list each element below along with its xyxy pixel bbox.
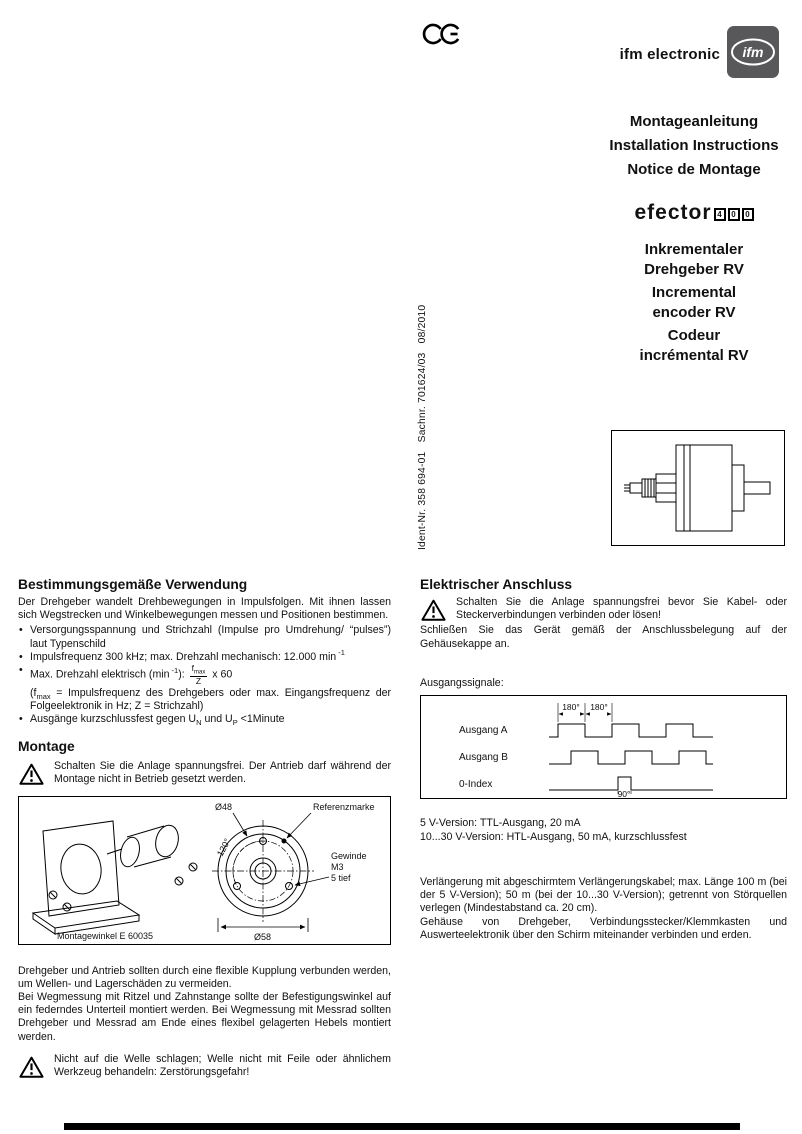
version-specs [420,816,787,844]
efector-logo-text: efector [634,201,712,224]
dia48-label: Ø48 [215,801,233,812]
ifm-logo-icon [727,26,779,78]
version-10-30v: 10...30 V-Version: HTL-Ausgang, 50 mA, kurzschlussfest [420,831,687,844]
warning-icon [18,762,45,786]
gewinde-depth-label: 5 tief [331,872,351,883]
electrical-heading: Elektrischer Anschluss [420,577,573,592]
warning-icon [420,598,447,622]
dia58-label: Ø58 [254,931,272,942]
electrical-warning [420,596,787,622]
waveform-dimension-marks [558,703,631,794]
montage-warning [18,760,391,786]
bullet-max-speed: • Max. Drehzahl elektrisch (min $^{-1}$): $\frac{f_{max}}{Z}$ x 60 ($f_{max}$ = Impulsfrequenz des Drehgebers oder max. Eingangsfrequenz der Folgeelektronik in Hz; Z = Strichzahl) [18,664,391,713]
product-line: Inkrementaler [644,241,744,258]
title-fr: Notice de Montage [627,161,761,178]
dimension-lines [218,813,329,932]
fmax-over-z-fraction: $\frac{f_{max}}{Z}$ [191,663,206,687]
bracket-caption: Montagewinkel E 60035 [57,930,154,941]
ce-mark-icon [422,21,460,52]
ifm-logo-text: ifm [742,44,764,60]
ident-number: Ident-Nr. 358 694-01 Sachnr. 701624/03 08/2010 [417,304,428,550]
deg180-label: 180° [562,702,580,713]
subscript: max [36,691,51,701]
brand-name: ifm electronic [619,46,720,63]
superscript: -1 [171,665,179,675]
product-line: Codeur [667,327,721,344]
deg180-label: 180° [590,702,608,713]
gewinde-label: Gewinde [331,850,367,861]
superscript: -1 [338,648,345,658]
efector-digit: 0 [728,208,740,221]
flange-front-view [212,820,314,922]
title-en: Installation Instructions [609,137,779,154]
extension-cable-para: Verlängerung mit abgeschirmtem Verlängerungskabel; max. Länge 100 m (bei der 5 V-Version); 50 m (bei der 10...30 V-Version); getrennt von Störquellen verlegen (Mindestabstand ca. 20 cm). [420,876,787,915]
efector-digit: 4 [714,208,726,221]
output-signals-diagram [420,695,787,799]
deg90-label: 90° [617,789,631,799]
shaft-warning-text: Nicht auf die Welle schlagen; Welle nicht mit Feile oder ähnlichem Werkzeug behandeln: Zerstörungsgefahr! [54,1052,391,1079]
index-label: 0-Index [459,779,493,791]
electrical-warning-text: Schalten Sie die Anlage spannungsfrei bevor Sie Kabel- oder Steckerverbindungen verbinden oder lösen! [456,596,787,622]
electrical-para-connect: Schließen Sie das Gerät gemäß der Anschlussbelegung auf der Gehäusekappe an. [420,624,787,650]
mounting-figure [18,796,391,945]
bullet-supply: • Versorgungsspannung und Strichzahl (Impulse pro Umdrehung/ “pulses”) laut Typenschild [18,624,391,650]
montage-heading: Montage [18,739,75,755]
waveforms [549,724,713,790]
angle-label: 120° [214,836,233,858]
usage-heading: Bestimmungsgemäße Verwendung [18,577,248,592]
warning-icon [18,1055,45,1079]
shaft-warning [18,1053,391,1079]
product-line: Incremental [651,284,737,301]
subscript: max [194,669,206,676]
channel-b-label: Ausgang B [459,752,508,764]
channel-a-label: Ausgang A [459,725,508,737]
montage-warning-text: Schalten Sie die Anlage spannungsfrei. Der Antrieb darf während der Montage nicht in Betrieb gesetzt werden. [54,760,391,786]
left-column [18,577,391,1079]
montage-para-coupling: Drehgeber und Antrieb sollten durch eine flexible Kupplung verbunden werden, um Wellen- und Lagerschäden zu vermeiden. [18,964,391,990]
efector-digit: 0 [742,208,754,221]
subscript: P [232,718,238,728]
product-line: incrémental RV [639,347,749,364]
product-line: encoder RV [652,304,736,321]
document-titles [596,110,792,182]
referenzmarke-label: Referenzmarke [313,801,375,812]
mounting-bracket-drawing [33,821,197,934]
encoder-drawing [611,430,785,546]
product-names [596,240,792,366]
product-line: Drehgeber RV [644,261,744,278]
usage-bullet-list [18,624,391,726]
bullet-short-circuit: • Ausgänge kurzschlussfest gegen $U_N$ und $U_P$ <1Minute [18,713,391,726]
footer-bar [64,1123,740,1130]
usage-intro: Der Drehgeber wandelt Drehbewegungen in Impulsfolgen. Mit ihnen lassen sich Wegstrecken und Winkelbewegungen messen und Positionen bestimmen. [18,596,391,622]
version-5v: 5 V-Version: TTL-Ausgang, 20 mA [420,817,581,830]
right-column [420,577,787,942]
bullet-pulse-frequency: • Impulsfrequenz 300 kHz; max. Drehzahl mechanisch: 12.000 min $^{-1}$ [18,651,391,664]
subscript: N [196,718,202,728]
montage-para-measurement: Bei Wegmessung mit Ritzel und Zahnstange sollte der Befestigungswinkel auf ein federndes Unterteil montiert werden. Bei Wegmessung mit Messrad sollten Drehgeber und Messrad am Ende eines flexibel gelagerten Hebels montiert werden. [18,991,391,1043]
grounding-para: Gehäuse von Drehgeber, Verbindungsstecker/Klemmkasten und Auswerteelektronik über den Schirm miteinander verbinden und erden. [420,915,787,941]
efector-logo [596,201,792,225]
output-signals-label: Ausgangssignale: [420,676,504,689]
title-de: Montageanleitung [629,113,759,130]
gewinde-size-label: M3 [331,861,344,872]
